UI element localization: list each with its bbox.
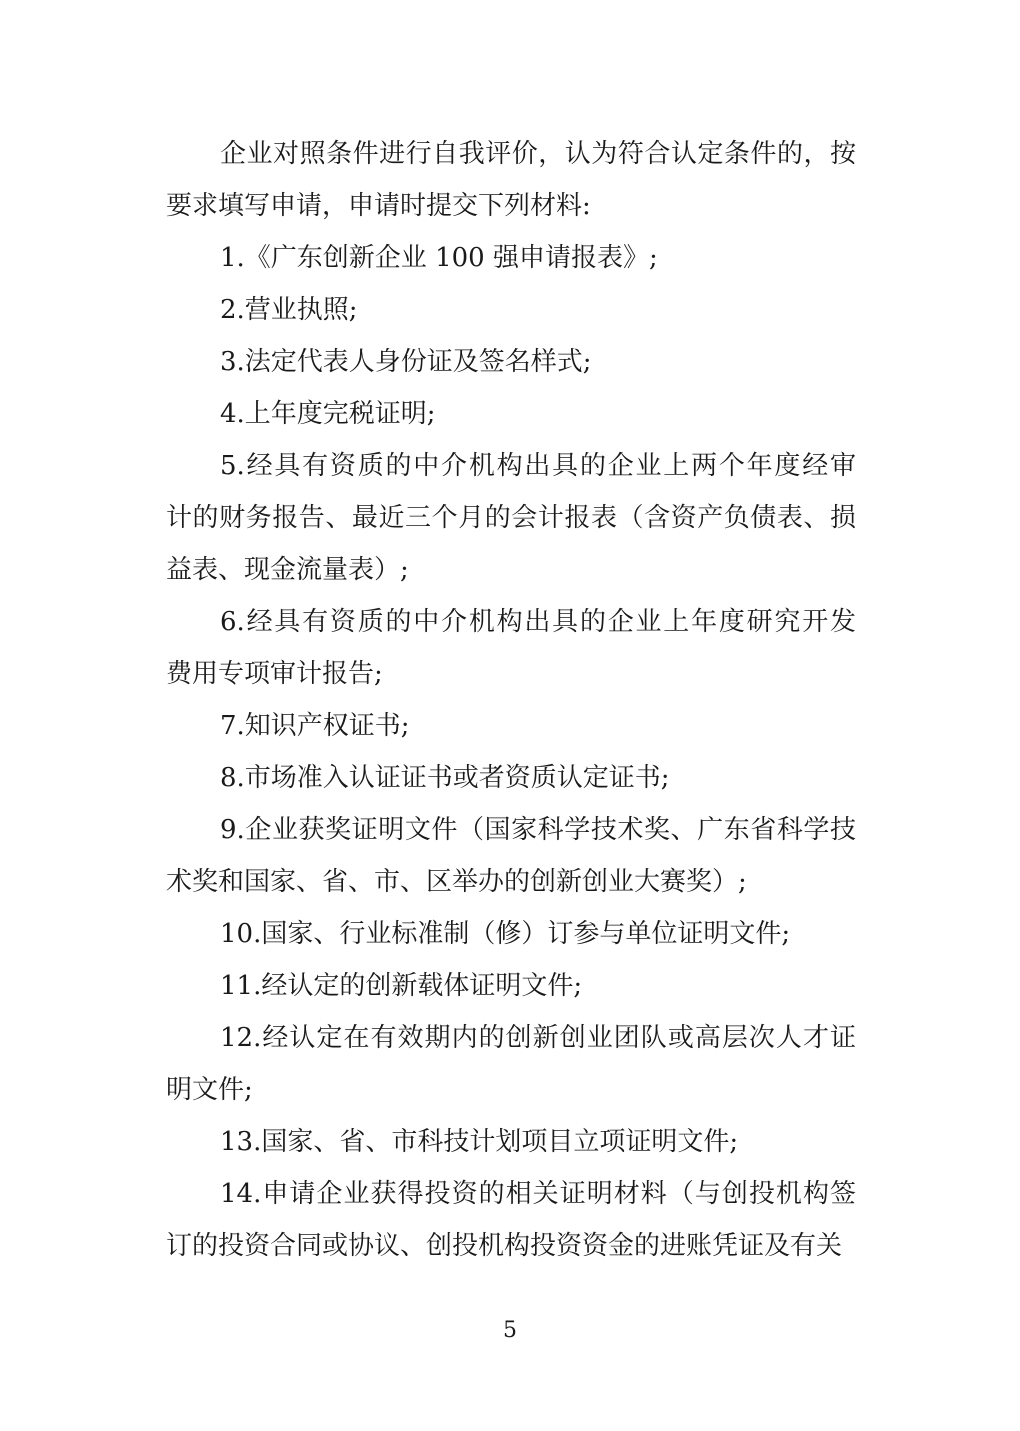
paragraph — [166, 1116, 856, 1168]
paragraph — [166, 440, 856, 596]
paragraph — [166, 1168, 856, 1272]
text-line: 企业对照条件进行自我评价，认为符合认定条件的，按 — [220, 139, 856, 169]
text-line: 益表、现金流量表）; — [166, 555, 409, 585]
text-line: 明文件; — [166, 1075, 253, 1105]
text-line: 5.经具有资质的中介机构出具的企业上两个年度经审 — [220, 451, 856, 481]
text-line: 9.企业获奖证明文件（国家科学技术奖、广东省科学技 — [220, 815, 856, 845]
text-line: 2.营业执照; — [220, 295, 358, 325]
page-number: 5 — [503, 1318, 517, 1343]
paragraph — [166, 804, 856, 908]
text-line: 1.《广东创新企业 100 强申请报表》; — [220, 243, 658, 273]
text-line: 4.上年度完税证明; — [220, 399, 436, 429]
text-line: 费用专项审计报告; — [166, 659, 383, 689]
paragraph — [166, 128, 856, 232]
text-line: 术奖和国家、省、市、区举办的创新创业大赛奖）; — [166, 867, 747, 897]
text-line: 13.国家、省、市科技计划项目立项证明文件; — [220, 1127, 739, 1157]
text-line: 14.申请企业获得投资的相关证明材料（与创投机构签 — [220, 1179, 856, 1209]
text-line: 订的投资合同或协议、创投机构投资资金的进账凭证及有关 — [166, 1231, 843, 1261]
text-line: 12.经认定在有效期内的创新创业团队或高层次人才证 — [220, 1023, 856, 1053]
paragraph — [166, 700, 856, 752]
text-line: 11.经认定的创新载体证明文件; — [220, 971, 583, 1001]
paragraph — [166, 284, 856, 336]
text-line: 6.经具有资质的中介机构出具的企业上年度研究开发 — [220, 607, 856, 637]
text-line: 10.国家、行业标准制（修）订参与单位证明文件; — [220, 919, 791, 949]
paragraph — [166, 388, 856, 440]
text-line: 7.知识产权证书; — [220, 711, 410, 741]
paragraph — [166, 596, 856, 700]
text-line: 3.法定代表人身份证及签名样式; — [220, 347, 592, 377]
text-line: 8.市场准入认证证书或者资质认定证书; — [220, 763, 670, 793]
paragraph — [166, 232, 856, 284]
text-line: 要求填写申请，申请时提交下列材料: — [166, 191, 591, 221]
paragraph — [166, 908, 856, 960]
paragraph — [166, 752, 856, 804]
document-body — [166, 128, 856, 1272]
paragraph — [166, 960, 856, 1012]
paragraph — [166, 336, 856, 388]
paragraph — [166, 1012, 856, 1116]
text-line: 计的财务报告、最近三个月的会计报表（含资产负债表、损 — [166, 503, 856, 533]
